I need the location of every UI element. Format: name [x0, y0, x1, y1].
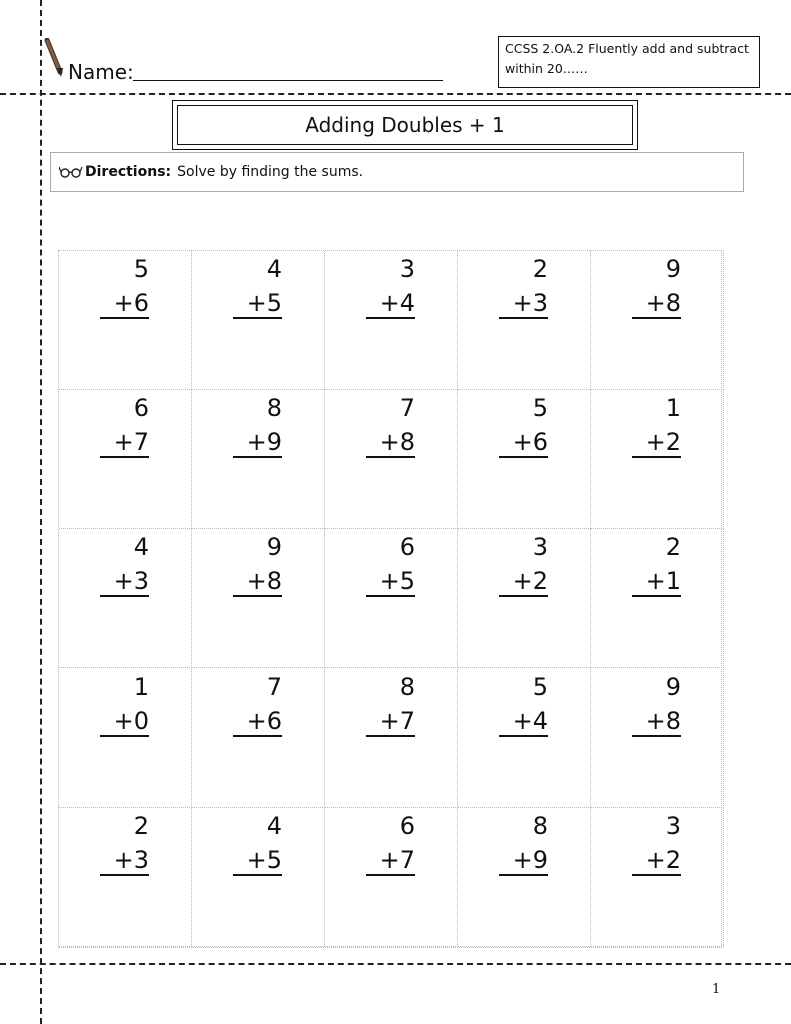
- addend-top: 4: [133, 533, 149, 562]
- problem-cell: [591, 529, 724, 668]
- addend-bottom: +3: [100, 846, 149, 876]
- problem-cell: [325, 251, 458, 390]
- addend-bottom: +9: [499, 846, 548, 876]
- addend-top: 2: [133, 811, 149, 840]
- addend-bottom: +5: [366, 567, 415, 597]
- problem-cell: [458, 390, 591, 529]
- addend-top: 8: [399, 672, 415, 701]
- addend-bottom: +3: [499, 289, 548, 319]
- problem-grid: [58, 250, 722, 948]
- directions-text: Solve by finding the sums.: [177, 164, 364, 180]
- addend-top: 1: [665, 394, 681, 423]
- addend-bottom: +8: [233, 567, 282, 597]
- addend-top: 4: [266, 811, 282, 840]
- problem-cell: [325, 390, 458, 529]
- addend-bottom: +4: [366, 289, 415, 319]
- problem-cell: [458, 529, 591, 668]
- addend-top: 2: [665, 533, 681, 562]
- name-label: Name:: [68, 60, 134, 84]
- problem-cell: [591, 251, 724, 390]
- addend-bottom: +7: [366, 707, 415, 737]
- title-frame: [172, 100, 638, 150]
- problem-cell: [59, 669, 192, 808]
- name-field[interactable]: [133, 80, 443, 81]
- addend-top: 6: [399, 811, 415, 840]
- addend-top: 3: [665, 811, 681, 840]
- problem-cell: [59, 390, 192, 529]
- problem-cell: [192, 669, 325, 808]
- addend-bottom: +8: [632, 289, 681, 319]
- addend-bottom: +6: [233, 707, 282, 737]
- addend-bottom: +5: [233, 846, 282, 876]
- problem-cell: [192, 251, 325, 390]
- addend-top: 1: [133, 672, 149, 701]
- addend-top: 9: [665, 672, 681, 701]
- addend-top: 2: [532, 255, 548, 283]
- addend-top: 9: [665, 255, 681, 283]
- pencil-icon: [44, 38, 64, 78]
- problem-cell: [325, 529, 458, 668]
- problem-cell: [59, 529, 192, 668]
- addend-top: 5: [532, 394, 548, 423]
- problem-cell: [591, 669, 724, 808]
- problem-cell: [192, 808, 325, 947]
- problem-cell: [458, 251, 591, 390]
- problem-cell: [59, 808, 192, 947]
- margin-line-top: [0, 93, 791, 95]
- page-number: 1: [712, 982, 721, 997]
- problem-cell: [591, 390, 724, 529]
- problem-cell: [325, 808, 458, 947]
- addend-bottom: +8: [366, 428, 415, 458]
- addend-bottom: +6: [100, 289, 149, 319]
- problem-cell: [458, 669, 591, 808]
- addend-bottom: +9: [233, 428, 282, 458]
- addend-top: 3: [399, 255, 415, 283]
- margin-line-vertical: [40, 0, 42, 1024]
- addend-top: 3: [532, 533, 548, 562]
- addend-top: 4: [266, 255, 282, 283]
- glasses-icon: [59, 165, 83, 179]
- standard-box: CCSS 2.OA.2 Fluently add and subtract within 20……: [498, 36, 760, 88]
- addend-bottom: +5: [233, 289, 282, 319]
- addend-top: 6: [133, 394, 149, 423]
- addend-bottom: +7: [100, 428, 149, 458]
- addend-bottom: +2: [632, 846, 681, 876]
- addend-bottom: +1: [632, 567, 681, 597]
- addend-bottom: +4: [499, 707, 548, 737]
- addend-top: 8: [266, 394, 282, 423]
- margin-line-bottom: [0, 963, 791, 965]
- problem-cell: [325, 669, 458, 808]
- addend-top: 7: [399, 394, 415, 423]
- addend-top: 5: [532, 672, 548, 701]
- problem-cell: [192, 390, 325, 529]
- addend-top: 9: [266, 533, 282, 562]
- addend-top: 8: [532, 811, 548, 840]
- directions-box: [50, 152, 744, 192]
- addend-bottom: +7: [366, 846, 415, 876]
- problem-cell: [59, 251, 192, 390]
- addend-bottom: +2: [499, 567, 548, 597]
- addend-top: 7: [266, 672, 282, 701]
- addend-bottom: +2: [632, 428, 681, 458]
- addend-top: 5: [133, 255, 149, 283]
- problem-cell: [192, 529, 325, 668]
- problem-cell: [591, 808, 724, 947]
- addend-top: 6: [399, 533, 415, 562]
- addend-bottom: +3: [100, 567, 149, 597]
- problem-cell: [458, 808, 591, 947]
- addend-bottom: +6: [499, 428, 548, 458]
- page-title: Adding Doubles + 1: [177, 105, 633, 145]
- addend-bottom: +8: [632, 707, 681, 737]
- directions-label: Directions:: [85, 164, 172, 180]
- addend-bottom: +0: [100, 707, 149, 737]
